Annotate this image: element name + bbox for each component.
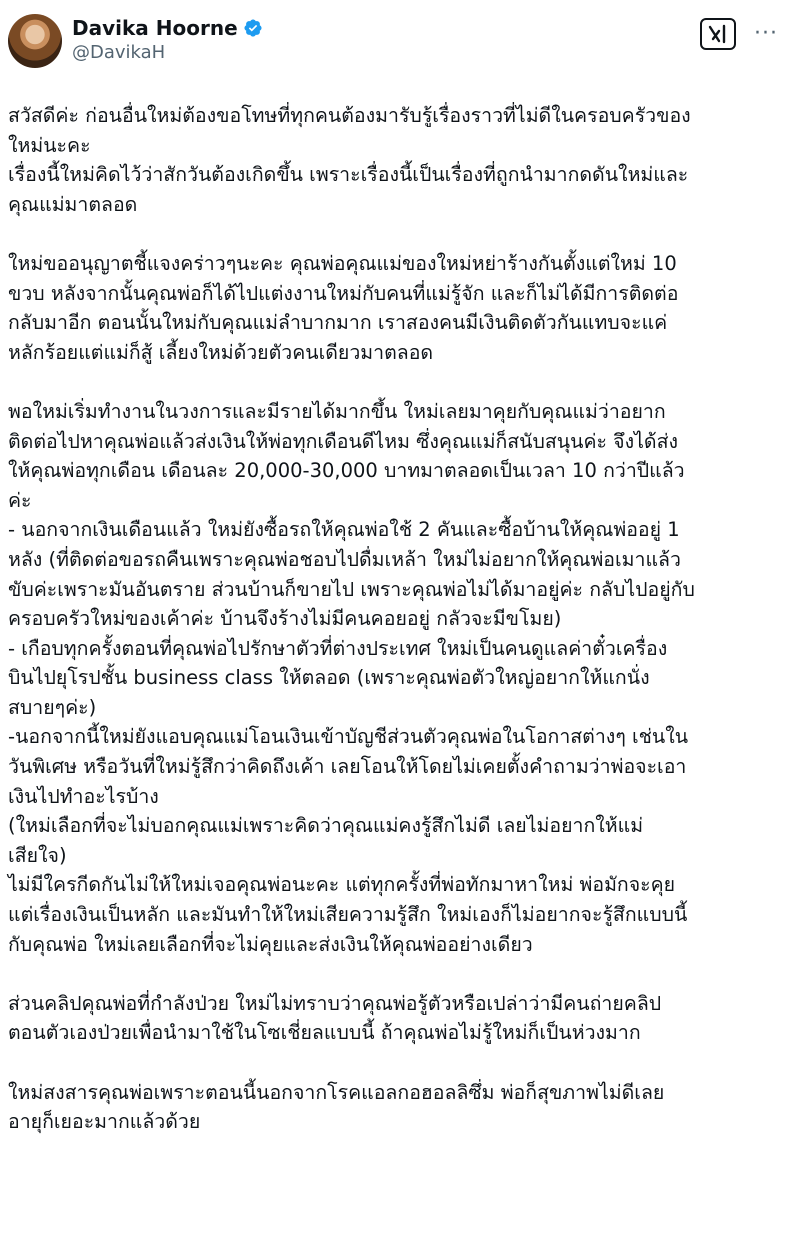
tweet-text-line: สบายๆค่ะ): [8, 695, 97, 719]
tweet-text-line: ให้คุณพ่อทุกเดือน เดือนละ 20,000-30,000 บาทมาตลอดเป็นเวลา 10 กว่าปีแล้ว: [8, 459, 685, 483]
tweet-text-line: แต่เรื่องเงินเป็นหลัก และมันทำให้ใหม่เสียความรู้สึก ใหม่เองก็ไม่อยากจะรู้สึกแบบนี้: [8, 903, 688, 927]
tweet-text-line: ส่วนคลิปคุณพ่อที่กำลังป่วย ใหม่ไม่ทราบว่าคุณพ่อรู้ตัวหรือเปล่าว่ามีคนถ่ายคลิป: [8, 991, 662, 1015]
tweet-text-line: [8, 959, 782, 989]
tweet-text-line: ไม่มีใครกีดกันไม่ให้ใหม่เจอคุณพ่อนะคะ แต่ทุกครั้งที่พ่อทักมาหาใหม่ พ่อมักจะคุย: [8, 873, 676, 897]
tweet-text-line: อายุก็เยอะมากแล้วด้วย: [8, 1110, 201, 1134]
name-row: [72, 16, 263, 40]
tweet-header: [8, 14, 782, 76]
tweet-text-line: วันพิเศษ หรือวันที่ใหม่รู้สึกว่าคิดถึงเค้า เลยโอนให้โดยไม่เคยตั้งคำถามว่าพ่อจะเอา: [8, 755, 687, 779]
verified-badge-icon: [243, 18, 263, 38]
grok-icon: [707, 24, 729, 44]
tweet-text-line: คุณแม่มาตลอด: [8, 192, 138, 216]
author-handle[interactable]: @DavikaH: [72, 42, 166, 63]
tweet-text-line: ครอบครัวใหม่ของเค้าค่ะ บ้านจึงร้างไม่มีคนคอยอยู่ กลัวจะมีขโมย): [8, 607, 562, 631]
tweet-text-line: พอใหม่เริ่มทำงานในวงการและมีรายได้มากขึ้น ใหม่เลยมาคุยกับคุณแม่ว่าอยาก: [8, 399, 666, 423]
tweet-text-line: ใหม่สงสารคุณพ่อเพราะตอนนี้นอกจากโรคแอลกอฮอลลิซึ่ม พ่อก็สุขภาพไม่ดีเลย: [8, 1080, 665, 1104]
header-actions: [700, 18, 782, 50]
tweet-text-line: [8, 1048, 782, 1078]
tweet-text-line: บินไปยุโรปชั้น business class ให้ตลอด (เพราะคุณพ่อตัวใหญ่อยากให้แกนั่ง: [8, 666, 650, 690]
author-name[interactable]: Davika Hoorne: [72, 16, 238, 40]
tweet-text-line: [8, 219, 782, 249]
tweet-text-line: เงินไปทำอะไรบ้าง: [8, 784, 159, 808]
tweet-text-line: หลักร้อยแต่แม่ก็สู้ เลี้ยงใหม่ด้วยตัวคนเดียวมาตลอด: [8, 340, 434, 364]
tweet-text-line: สวัสดีค่ะ ก่อนอื่นใหม่ต้องขอโทษที่ทุกคนต้องมารับรู้เรื่องราวที่ไม่ดีในครอบครัวของ: [8, 104, 691, 127]
tweet-text-line: ใหม่นะคะ: [8, 133, 91, 157]
tweet-text-line: ติดต่อไปหาคุณพ่อแล้วส่งเงินให้พ่อทุกเดือนดีไหม ซึ่งคุณแม่ก็สนับสนุนค่ะ จึงได้ส่ง: [8, 429, 678, 453]
tweet-text-line: - นอกจากเงินเดือนแล้ว ใหม่ยังซื้อรถให้คุณพ่อใช้ 2 คันและซื้อบ้านให้คุณพ่ออยู่ 1: [8, 518, 680, 542]
tweet-text: [8, 101, 782, 1137]
avatar[interactable]: [8, 14, 62, 68]
author-info[interactable]: [72, 16, 263, 65]
tweet-text-line: ขับค่ะเพราะมันอันตราย ส่วนบ้านก็ขายไป เพราะคุณพ่อไม่ได้มาอยู่ค่ะ กลับไปอยู่กับ: [8, 577, 695, 601]
tweet-text-line: ตอนตัวเองป่วยเพื่อนำมาใช้ในโซเชี่ยลแบบนี้ ถ้าคุณพ่อไม่รู้ใหม่ก็เป็นห่วงมาก: [8, 1021, 641, 1045]
tweet-text-line: เรื่องนี้ใหม่คิดไว้ว่าสักวันต้องเกิดขึ้น เพราะเรื่องนี้เป็นเรื่องที่ถูกนำมากดดันใหม่และ: [8, 163, 689, 187]
tweet-text-line: -นอกจากนี้ใหม่ยังแอบคุณแม่โอนเงินเข้าบัญชีส่วนตัวคุณพ่อในโอกาสต่างๆ เช่นใน: [8, 725, 689, 749]
more-icon[interactable]: ···: [754, 21, 778, 46]
tweet-text-line: ค่ะ: [8, 488, 32, 512]
tweet-text-line: หลัง (ที่ติดต่อขอรถคืนเพราะคุณพ่อชอบไปดื่มเหล้า ใหม่ไม่อยากให้คุณพ่อเมาแล้ว: [8, 547, 681, 571]
grok-button[interactable]: [700, 18, 736, 50]
tweet-text-line: [8, 367, 782, 397]
tweet-text-line: - เกือบทุกครั้งตอนที่คุณพ่อไปรักษาตัวที่ต่างประเทศ ใหม่เป็นคนดูแลค่าตั๋วเครื่อง: [8, 636, 668, 660]
tweet-text-line: กลับมาอีก ตอนนั้นใหม่กับคุณแม่ลำบากมาก เราสองคนมีเงินติดตัวกันแทบจะแค่: [8, 311, 668, 335]
tweet-text-line: ขวบ หลังจากนั้นคุณพ่อก็ได้ไปแต่งงานใหม่กับคนที่แม่รู้จัก และก็ไม่ได้มีการติดต่อ: [8, 281, 679, 305]
tweet-text-line: เสียใจ): [8, 843, 67, 867]
tweet-text-line: ใหม่ขออนุญาตชี้แจงคร่าวๆนะคะ คุณพ่อคุณแม่ของใหม่หย่าร้างกันตั้งแต่ใหม่ 10: [8, 251, 677, 275]
tweet-text-line: กับคุณพ่อ ใหม่เลยเลือกที่จะไม่คุยและส่งเงินให้คุณพ่ออย่างเดียว: [8, 932, 533, 956]
tweet-text-line: (ใหม่เลือกที่จะไม่บอกคุณแม่เพราะคิดว่าคุณแม่คงรู้สึกไม่ดี เลยไม่อยากให้แม่: [8, 814, 644, 838]
